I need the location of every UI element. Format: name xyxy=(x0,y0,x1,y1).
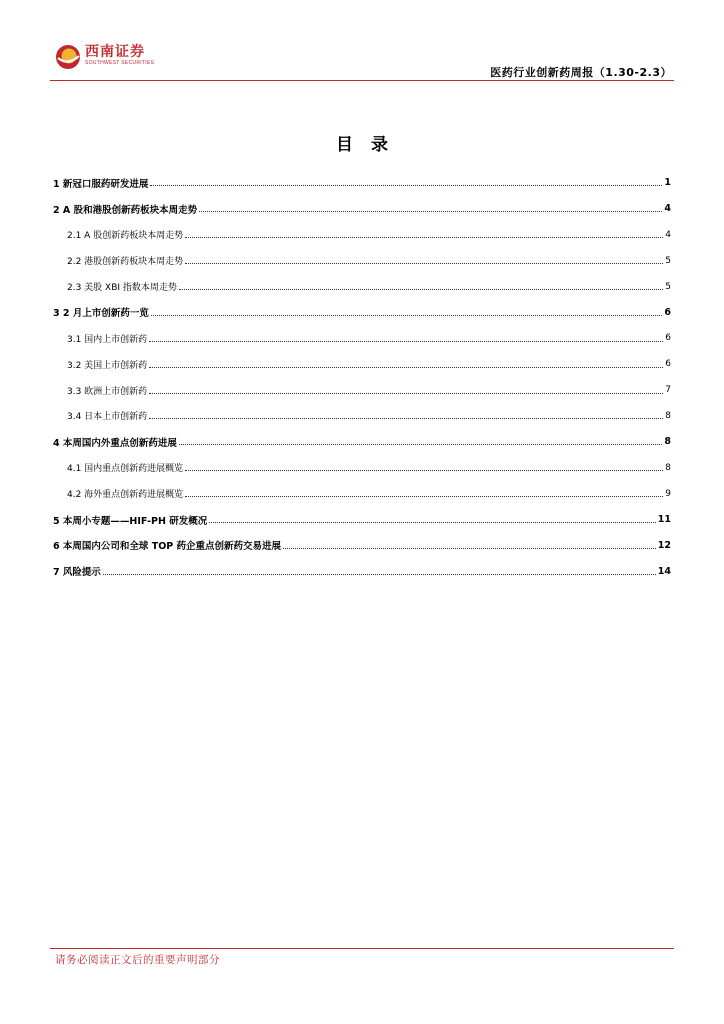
toc-entry-page-number: 8 xyxy=(665,462,671,473)
toc-dot-leader xyxy=(150,185,662,186)
toc-entry[interactable] xyxy=(53,558,671,584)
logo-english-name: SOUTHWEST SECURITIES xyxy=(85,60,155,66)
toc-dot-leader xyxy=(199,211,662,212)
table-of-contents xyxy=(53,170,671,584)
toc-dot-leader xyxy=(149,393,663,394)
toc-entry-page-number: 5 xyxy=(665,255,671,266)
toc-entry[interactable] xyxy=(53,351,671,377)
toc-entry-label: 4.2 海外重点创新药进展概览 xyxy=(67,490,184,501)
toc-dot-leader xyxy=(149,367,663,368)
toc-entry[interactable] xyxy=(53,377,671,403)
toc-entry[interactable] xyxy=(53,196,671,222)
toc-entry[interactable] xyxy=(53,403,671,429)
toc-dot-leader xyxy=(179,444,662,445)
toc-entry-page-number: 6 xyxy=(665,333,671,344)
toc-entry-label: 3.4 日本上市创新药 xyxy=(67,412,148,423)
toc-entry[interactable] xyxy=(53,274,671,300)
toc-entry[interactable] xyxy=(53,532,671,558)
toc-entry-page-number: 5 xyxy=(665,281,671,292)
toc-entry[interactable] xyxy=(53,481,671,507)
toc-entry[interactable] xyxy=(53,507,671,533)
toc-entry[interactable] xyxy=(53,455,671,481)
toc-entry-page-number: 4 xyxy=(664,203,671,215)
toc-dot-leader xyxy=(151,315,663,316)
toc-entry[interactable] xyxy=(53,325,671,351)
toc-entry-page-number: 11 xyxy=(657,514,671,526)
toc-entry[interactable] xyxy=(53,429,671,455)
footer-divider xyxy=(50,948,674,949)
toc-dot-leader xyxy=(149,418,663,419)
toc-dot-leader xyxy=(149,341,663,342)
toc-heading: 目录 xyxy=(336,135,406,155)
header-divider xyxy=(50,80,674,81)
toc-entry-label: 3.1 国内上市创新药 xyxy=(67,334,148,345)
toc-entry-label: 7 风险提示 xyxy=(53,567,101,579)
toc-entry-page-number: 8 xyxy=(665,410,671,421)
toc-entry-label: 1 新冠口服药研发进展 xyxy=(53,178,149,190)
toc-dot-leader xyxy=(283,548,656,549)
footer-disclaimer-note: 请务必阅读正文后的重要声明部分 xyxy=(55,954,220,966)
toc-entry[interactable] xyxy=(53,299,671,325)
toc-entry[interactable] xyxy=(53,222,671,248)
toc-entry-label: 2.2 港股创新药板块本周走势 xyxy=(67,257,184,268)
report-title: 医药行业创新药周报（1.30-2.3） xyxy=(490,66,672,79)
toc-entry-label: 4 本周国内外重点创新药进展 xyxy=(53,437,177,449)
toc-entry-label: 3.3 欧洲上市创新药 xyxy=(67,386,148,397)
toc-dot-leader xyxy=(209,522,656,523)
toc-dot-leader xyxy=(185,470,663,471)
toc-entry-page-number: 7 xyxy=(665,385,671,396)
toc-entry-page-number: 12 xyxy=(657,539,671,551)
toc-entry-page-number: 4 xyxy=(665,229,671,240)
toc-entry-page-number: 8 xyxy=(664,436,671,448)
toc-dot-leader xyxy=(185,237,663,238)
toc-entry-page-number: 1 xyxy=(664,177,671,189)
toc-entry-label: 2.1 A 股创新药板块本周走势 xyxy=(67,231,184,242)
page-header xyxy=(0,0,724,82)
toc-entry-label: 3.2 美国上市创新药 xyxy=(67,360,148,371)
toc-entry[interactable] xyxy=(53,248,671,274)
toc-entry-label: 6 本周国内公司和全球 TOP 药企重点创新药交易进展 xyxy=(53,541,282,553)
toc-entry-page-number: 14 xyxy=(657,565,671,577)
company-logo xyxy=(55,44,154,70)
toc-dot-leader xyxy=(179,289,663,290)
logo-chinese-name: 西南证券 xyxy=(85,44,145,60)
toc-entry-label: 2 A 股和港股创新药板块本周走势 xyxy=(53,204,198,216)
toc-entry-label: 5 本周小专题——HIF-PH 研发概况 xyxy=(53,515,208,527)
toc-dot-leader xyxy=(185,263,663,264)
toc-entry-page-number: 9 xyxy=(665,488,671,499)
toc-entry-label: 2.3 美股 XBI 指数本周走势 xyxy=(67,283,177,293)
toc-entry-label: 4.1 国内重点创新药进展概览 xyxy=(67,464,184,475)
logo-mark-icon xyxy=(55,44,81,70)
toc-entry-label: 3 2 月上市创新药一览 xyxy=(53,308,149,320)
toc-entry[interactable] xyxy=(53,170,671,196)
toc-entry-page-number: 6 xyxy=(664,306,671,318)
toc-entry-page-number: 6 xyxy=(665,359,671,370)
toc-dot-leader xyxy=(185,496,663,497)
toc-dot-leader xyxy=(103,574,656,575)
